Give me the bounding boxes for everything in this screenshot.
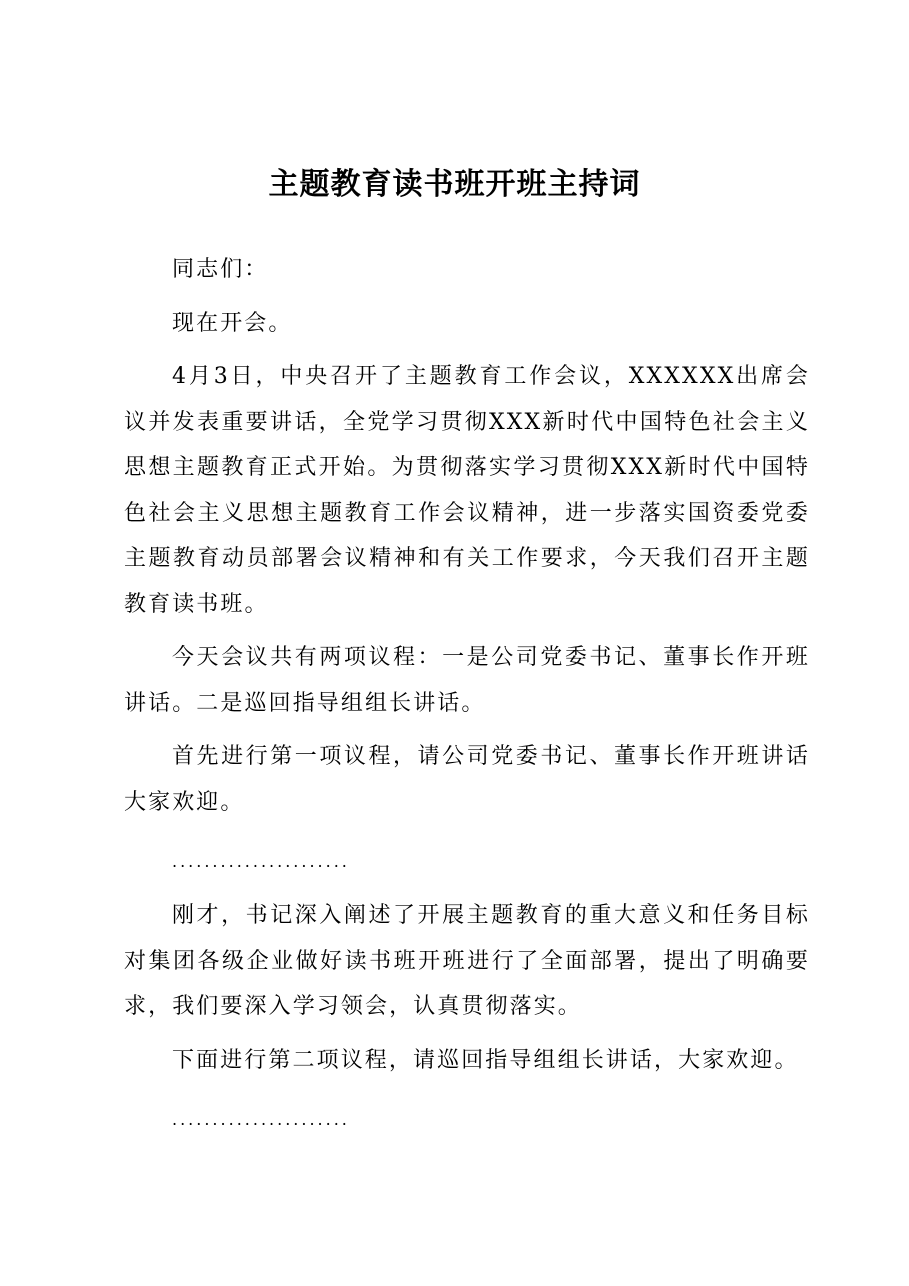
document-title: 主题教育读书班开班主持词 bbox=[268, 167, 641, 202]
ellipsis-separator: ...................... bbox=[172, 1110, 350, 1129]
agenda-paragraph: 今天会议共有两项议程：一是公司党委书记、董事长作开班讲话。二是巡回指导组组长讲话。 bbox=[124, 645, 810, 716]
first-agenda-paragraph: 首先进行第一项议程，请公司党委书记、董事长作开班讲话大家欢迎。 bbox=[124, 744, 810, 815]
ellipsis-separator: ...................... bbox=[172, 852, 350, 871]
document-body bbox=[124, 247, 810, 1151]
salutation-paragraph: 同志们： bbox=[172, 257, 269, 282]
second-agenda-paragraph: 下面进行第二项议程，请巡回指导组组长讲话，大家欢迎。 bbox=[172, 1047, 799, 1073]
summary-paragraph: 刚才，书记深入阐述了开展主题教育的重大意义和任务目标对集团各级企业做好读书班开班进行了全面部署，提出了明确要求，我们要深入学习领会，认真贯彻落实。 bbox=[124, 903, 810, 1019]
opening-paragraph: 现在开会。 bbox=[172, 310, 293, 336]
background-paragraph: 4月3日，中央召开了主题教育工作会议，XXXXXX出席会议并发表重要讲话，全党学习贯彻XXX新时代中国特色社会主义思想主题教育正式开始。为贯彻落实学习贯彻XXX新时代中国特色社会主义思想主题教育工作会议精神，进一步落实国资委党委主题教育动员部署会议精神和有关工作要求，今天我们召开主题教育读书班。 bbox=[124, 364, 810, 617]
